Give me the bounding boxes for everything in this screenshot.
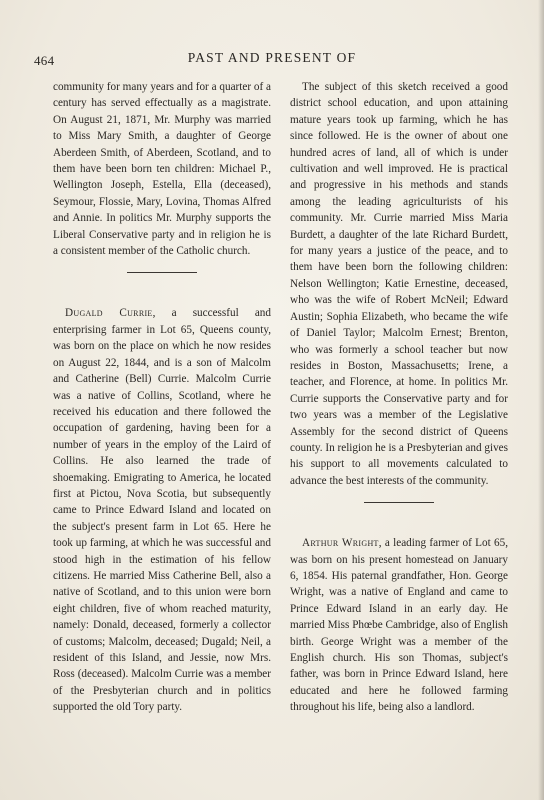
biography-entry-currie [53, 305, 271, 715]
left-column [53, 79, 271, 716]
continued-paragraph: The subject of this sketch received a good district school education, and upon attaining mature years took up farming, which he has since followed. He is the owner of about one hundred acres of land, all of which is under cultivation and well improved. He is practical and progressive in his methods and stands among the leading agriculturists of his community. Mr. Currie married Miss Maria Burdett, a daughter of the late Richard Burdett, for many years a justice of the peace, and to them have been born the following children: Nelson Wellington; Katie Ernestine, deceased, who was the wife of Robert McNeil; Edward Austin; Sophia Elizabeth, who became the wife of Daniel Taylor; Malcolm Ernest; Brenton, who was formerly a school teacher but now resides in Boston, Massachusetts; Irene, a teacher, and Florence, at home. In politics Mr. Currie supports the Conservative party and for two years was a member of the Legislative Assembly for the second district of Queens county. In religion he is a Presbyterian and gives his support to all movements calculated to advance the best interests of the community. [290, 81, 508, 487]
biography-entry-wright [290, 535, 508, 715]
right-column [290, 79, 508, 716]
continued-paragraph: community for many years and for a quarter of a century has served effectually as a magistrate. On August 21, 1871, Mr. Murphy was married to Miss Mary Smith, a daughter of George Aberdeen Smith, of Aberdeen, Scotland, and to them have been born ten children: Michael P., Wellington Joseph, Estella, Ella (deceased), Seymour, Flossie, Mary, Lovina, Thomas Alfred and Annie. In politics Mr. Murphy supports the Liberal Conservative party and in religion he is a consistent member of the Catholic church. [53, 81, 271, 258]
entry-name: Dugald Currie [65, 307, 153, 320]
entry-body: , a leading farmer of Lot 65, was born on his present homestead on January 6, 1854. His paternal grandfather, Hon. George Wright, was a native of England and came to Prince Edward Island in an early day. He married Miss Phœbe Cambridge, also of English birth. George Wright was a member of the English church. His son Thomas, subject's father, was born in Prince Edward Island, here educated and here he followed farming throughout his life, being also a landlord. [290, 537, 508, 714]
entry-body: , a successful and enterprising farmer in Lot 65, Queens county, was born on the place on which he now resides on August 22, 1844, and is a son of Malcolm and Catherine (Bell) Currie. Malcolm Currie was a native of Collins, Scotland, where he received his education and there followed the occupation of gardening, having been for a number of years in the employ of the Laird of Collins. He also learned the trade of shoemaking. Emigrating to America, he located first at Pictou, Nova Scotia, but subsequently came to Prince Edward Island and located on the subject's present farm in Lot 65. Here he took up farming, at which he was successful and stood high in the estimation of his fellow citizens. He married Miss Catherine Bell, also a native of Scotland, and to this union were born eight children, five of whom reached maturity, namely: Donald, deceased, formerly a collector of customs; Malcolm, deceased; Dugald; Neil, a resident of this Island, and Jessie, now Mrs. Ross (deceased). Malcolm Currie was a member of the Presbyterian church and in politics supported the old Tory party. [53, 307, 271, 714]
page-number: 464 [34, 53, 55, 68]
entry-name: Arthur Wright [302, 537, 379, 550]
running-head: PAST AND PRESENT OF [187, 50, 357, 65]
page-edge-shadow [538, 0, 544, 800]
